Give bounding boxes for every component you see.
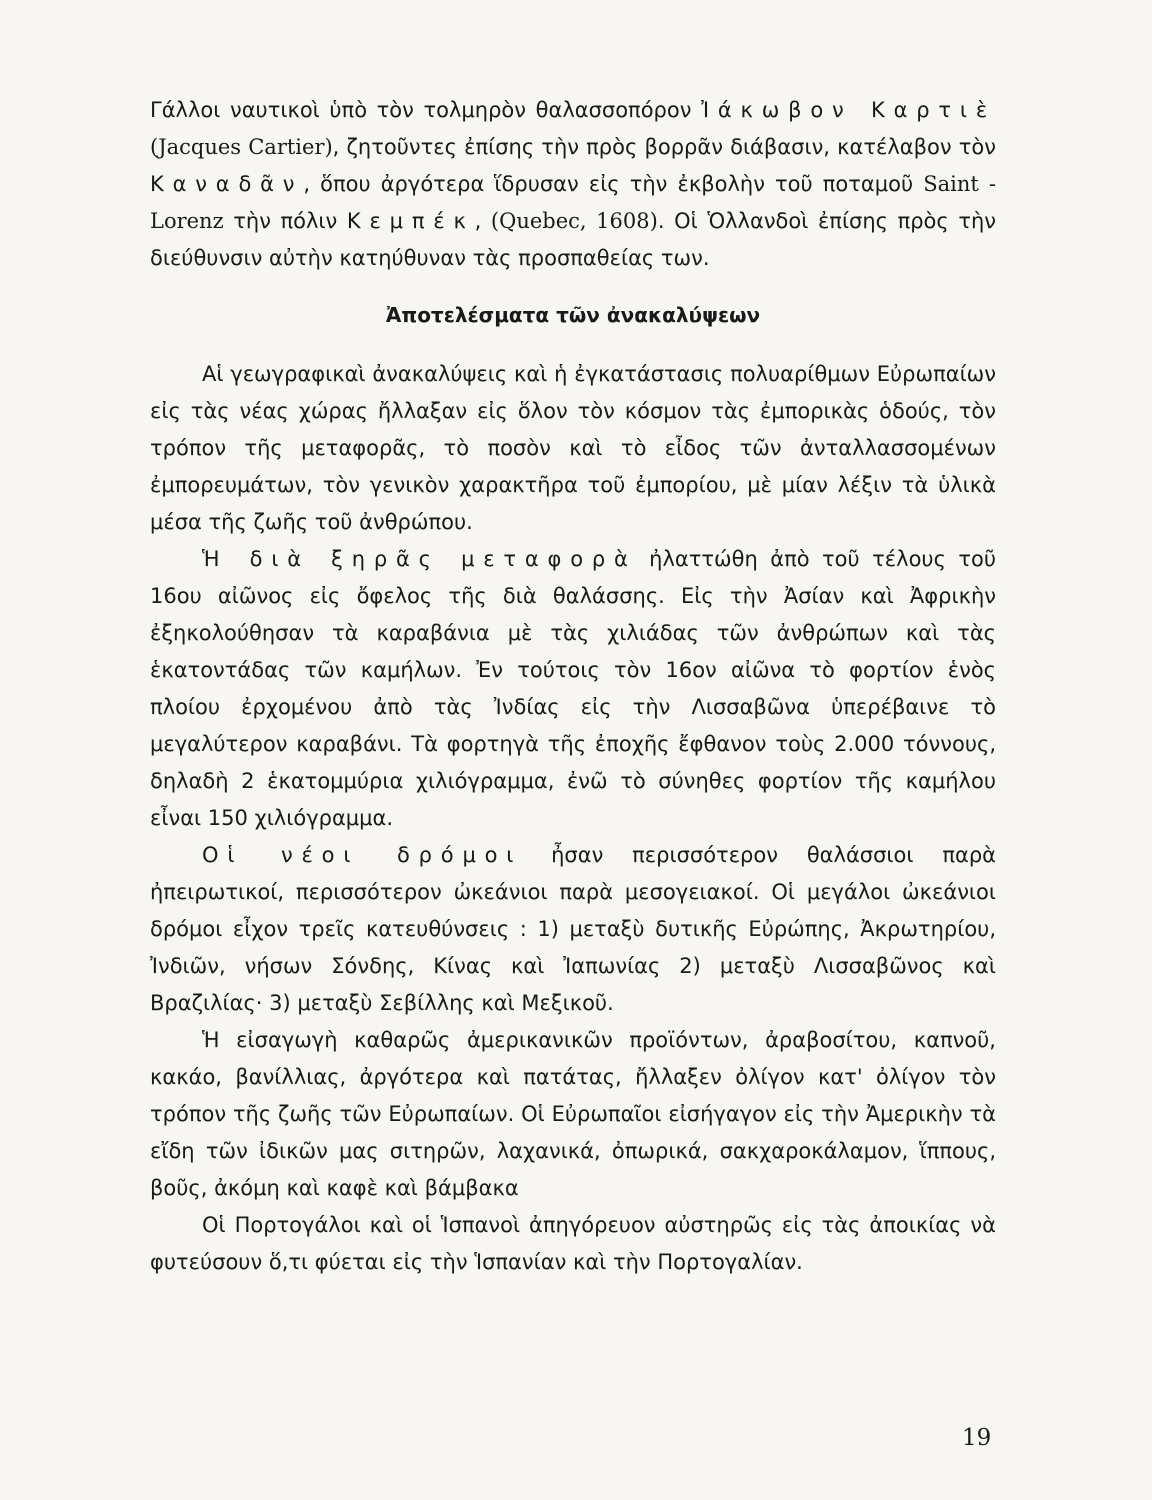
latin-jacques-cartier: (Jacques Cartier) [150,135,333,159]
latin-quebec-1608: (Quebec, 1608) [490,209,658,233]
text-run: ἦσαν περισσότερον θαλάσσιοι παρὰ ἠπειρωτικοί, περισσότερον ὠκεάνιοι παρὰ μεσογειακοί. Οἱ μεγάλοι ὠκεάνιοι δρόμοι εἶχον τρεῖς κατευθύνσεις : 1) μεταξὺ δυτικῆς Εὐρώπης, Ἀκρωτηρίου, Ἰνδιῶν, νήσων Σόνδης, Κίνας καὶ Ἰαπωνίας 2) μεταξὺ Λισσαβῶνος καὶ Βραζιλίας· 3) μεταξὺ Σεβίλλης καὶ Μεξικοῦ. [150,843,996,1015]
paragraph-cartier [150,92,996,277]
paragraph-prohibition: Οἱ Πορτογάλοι καὶ οἱ Ἱσπανοὶ ἀπηγόρευον αὐστηρῶς εἰς τὰς ἀποικίας νὰ φυτεύσουν ὅ,τι φύεται εἰς τὴν Ἱσπανίαν καὶ τὴν Πορτογαλίαν. [150,1213,996,1274]
spaced-name-quebec: Κεμπέκ [346,209,475,233]
spaced-phrase-land-transport: Ἡ διὰ ξηρᾶς μεταφορὰ [202,547,637,571]
spaced-name-canada: Καναδᾶν [150,172,304,196]
paragraph-results: Αἱ γεωγραφικαὶ ἀνακαλύψεις καὶ ἡ ἐγκατάστασις πολυαρίθμων Εὐρωπαίων εἰς τὰς νέας χώρας ἤλλαξαν εἰς ὅλον τὸν κόσμον τὰς ἐμπορικὰς ὁδούς, τὸν τρόπον τῆς μεταφορᾶς, τὸ ποσὸν καὶ τὸ εἶδος τῶν ἀνταλλασσομένων ἐμπορευμάτων, τὸν γενικὸν χαρακτῆρα τοῦ ἐμπορίου, μὲ μίαν λέξιν τὰ ὑλικὰ μέσα τῆς ζωῆς τοῦ ἀνθρώπου. [150,362,996,534]
latin-saint-lorenz: Saint - Lorenz [150,172,996,233]
spaced-name-cartier: Ἰάκωβον Καρτιὲ [701,98,996,122]
text-run: . Οἱ Ὁλλανδοὶ ἐπίσης πρὸς τὴν διεύθυνσιν αὐτὴν κατηύθυναν τὰς προσπαθείας των. [150,209,997,270]
paragraph-new-routes [150,837,996,1022]
text-run: , [474,209,491,233]
page-body [150,92,996,1281]
page-number: 19 [962,1425,992,1451]
text-run: , ζητοῦντες ἐπίσης τὴν πρὸς βορρᾶν διάβασιν, κατέλαβον τὸν [332,135,996,159]
text-run: τὴν πόλιν [223,209,347,233]
spaced-phrase-new-routes: Οἱ νέοι δρόμοι [202,843,523,867]
paragraph-american-products: Ἡ εἰσαγωγὴ καθαρῶς ἀμερικανικῶν προϊόντων, ἀραβοσίτου, καπνοῦ, κακάο, βανίλλιας, ἀργότερα καὶ πατάτας, ἤλλαξεν ὀλίγον κατ' ὀλίγον τὸν τρόπον τῆς ζωῆς τῶν Εὐρωπαίων. Οἱ Εὐρωπαῖοι εἰσήγαγον εἰς τὴν Ἀμερικὴν τὰ εἴδη τῶν ἰδικῶν μας σιτηρῶν, λαχανικά, ὀπωρικά, σακχαροκάλαμον, ἵππους, βοῦς, ἀκόμη καὶ καφὲ καὶ βάμβακα [150,1028,996,1200]
text-run: ἠλαττώθη ἀπὸ τοῦ τέλους τοῦ 16ου αἰῶνος εἰς ὄφελος τῆς διὰ θαλάσσης. Εἰς τὴν Ἀσίαν καὶ Ἀφρικὴν ἐξηκολούθησαν τὰ καραβάνια μὲ τὰς χιλιάδας τῶν ἀνθρώπων καὶ τὰς ἑκατοντάδας τῶν καμήλων. Ἐν τούτοις τὸν 16ον αἰῶνα τὸ φορτίον ἑνὸς πλοίου ἐρχομένου ἀπὸ τὰς Ἰνδίας εἰς τὴν Λισσαβῶνα ὑπερέβαινε τὸ μεγαλύτερον καραβάνι. Τὰ φορτηγὰ τῆς ἐποχῆς ἔφθανον τοὺς 2.000 τόννους, δηλαδὴ 2 ἑκατομμύρια χιλιόγραμμα, ἐνῶ τὸ σύνηθες φορτίον τῆς καμήλου εἶναι 150 χιλιόγραμμα. [150,547,996,830]
text-run: , ὅπου ἀργότερα ἵδρυσαν εἰς τὴν ἐκβολὴν τοῦ ποταμοῦ [303,172,924,196]
text-run: Γάλλοι ναυτικοὶ ὑπὸ τὸν τολμηρὸν θαλασσοπόρον [150,98,702,122]
section-heading: Ἀποτελέσματα τῶν ἀνακαλύψεων [385,303,761,327]
paragraph-land-transport [150,541,996,837]
